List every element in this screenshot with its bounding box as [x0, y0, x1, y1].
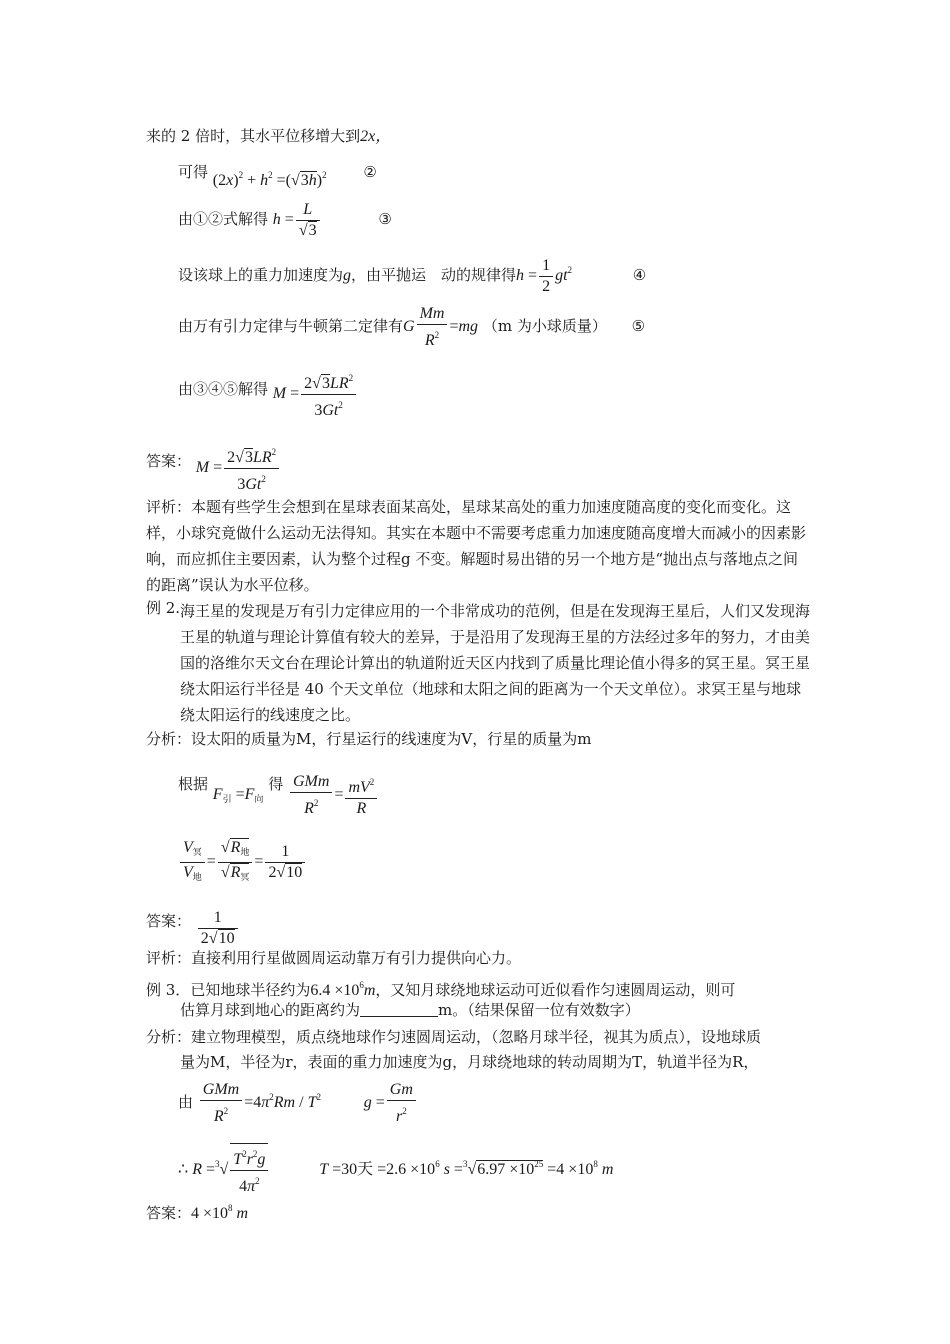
equation-line-6 [178, 364, 358, 417]
label: 得 [268, 775, 284, 794]
equation: $\frac{\text{GMm}}{R^2}$ $=4\pi^2Rm / T^2$ [198, 1094, 321, 1111]
text-line-content: 来的 2 倍时，其水平位移增大到 [146, 127, 361, 145]
equation: ∴ R =$^3$√ $\frac{T^2r^2g}{4\pi^2}$ [178, 1161, 270, 1178]
label: 可得 [178, 163, 209, 181]
equation-line-4: 设该球上的重力加速度为g，由平抛运 动的规律得h = $\frac{1}{2}$ $gt^2$ ④ [178, 257, 647, 295]
text: m。（结果保留一位有效数字） [438, 1001, 640, 1019]
text: 已知地球半径约为 [190, 981, 311, 999]
label: 设该球上的重力加速度为 [178, 266, 344, 285]
equation: T =30天 $=2.6 \times 10^6$ $s =^3√6.97 \times 10^{25} =4 \times 10^8$ m [319, 1158, 614, 1178]
equation-number: ④ [632, 266, 647, 285]
equation: G $\frac{Mm}{R^2}$ =mg [403, 305, 479, 349]
example-3-label: 例 3． [146, 981, 191, 999]
equation-orbit [178, 1080, 418, 1127]
label: 由万有引力定律与牛顿第二定律有 [178, 317, 404, 336]
equation-number: ⑤ [631, 317, 646, 336]
equation-ratio [178, 838, 307, 887]
equation-number: ② [363, 163, 377, 181]
example-3-cont [180, 1000, 640, 1020]
commentary-2: 评析：直接利用行星做圆周运动靠万有引力提供向心力。 [146, 949, 522, 967]
text: ，又知月球绕地球运动可近似看作匀速圆周运动，则可 [375, 981, 736, 999]
equation: h = $\frac{L}{√3}$ [273, 211, 322, 228]
answer-3 [146, 1198, 248, 1224]
equation: $F_引 =F_向$ [212, 786, 264, 805]
analysis-3-cont: 量为M，半径为r，表面的重力加速度为g，月球绕地球的转动周期为T，轨道半径为R， [180, 1053, 759, 1071]
answer-label: 答案： [146, 452, 192, 471]
equation: $4 \times 10^8$ m [191, 1203, 249, 1222]
text-line [146, 126, 391, 147]
equation: $\frac{\text{GMm}}{R^2}$ = $\frac{mV^2}{R}$ [288, 786, 379, 803]
label: 由③④⑤解得 [178, 380, 269, 399]
answer-2 [146, 902, 240, 947]
note: （m 为小球质量） [482, 317, 607, 336]
equation-line-2 [178, 157, 377, 189]
label: 由 [178, 1093, 194, 1112]
example-2-body: 海王星的发现是万有引力定律应用的一个非常成功的范例，但是在发现海王星后，人们又发现海王星的轨道与理论计算值有较大的差异，于是沿用了发现海王星的方法经过多年的努力，才由美国的洛维尔天文台在理论计算出的轨道附近天区内找到了质量比理论值小得多的冥王星。冥王星绕太阳运行半径是 40 个天文单位（地球和太阳之间的距离为一个天文单位）。求冥王星与地球绕太阳运行的线速度之比。 [180, 602, 811, 724]
equation: M = $\frac{2√3LR^2}{3Gt^2}$ [273, 385, 358, 402]
equation-result [178, 1143, 613, 1197]
example-3 [146, 975, 735, 1001]
equation: $\frac{1}{2√10}$ [196, 919, 240, 936]
analysis-2: 分析：设太阳的质量为M，行星运行的线速度为V，行星的质量为m [146, 730, 592, 748]
label: 根据 [178, 775, 209, 794]
equation: g = $\frac{Gm}{r^2}$ [364, 1094, 418, 1111]
equation: M = $\frac{2√3LR^2}{3Gt^2}$ [196, 459, 281, 476]
answer-1 [146, 436, 281, 493]
math-expr: $6.4 \times 10^6m$ [310, 980, 376, 999]
equation: h = $\frac{1}{2}$ $gt^2$ [516, 257, 573, 295]
equation-number: ③ [378, 210, 392, 229]
equation-line-3 [178, 200, 392, 241]
equation-force [178, 762, 379, 817]
label: 由①②式解得 [178, 210, 269, 229]
answer-blank[interactable] [360, 1002, 438, 1017]
answer-label: 答案： [146, 912, 192, 931]
answer-label: 答案： [146, 1204, 192, 1222]
text: 估算月球到地心的距离约为 [180, 1001, 361, 1019]
equation: $\frac{V_冥}{V_地}$ = $\frac{√R_地}{√R_冥}$ = $\frac{1}{2√10}$ [178, 853, 307, 870]
equation: $(2x)^2 + h^2 =(√3h)^2$ [212, 170, 327, 189]
commentary-1: 评析：本题有些学生会想到在星球表面某高处，星球某高处的重力加速度随高度的变化而变化。这样，小球究竟做什么运动无法得知。其实在本题中不需要考虑重力加速度随高度增大而减小的因素影响，而应抓住主要因素，认为整个过程g 不变。解题时易出错的另一个地方是“抛出点与落地点之间的距离”误认为水平位移。 [146, 498, 807, 594]
label: ，由平抛运 动的规律得 [351, 266, 517, 285]
equation-line-5 [178, 304, 645, 351]
analysis-3: 分析：建立物理模型，质点绕地球作匀速圆周运动，（忽略月球半径，视其为质点），设地球质 [146, 1028, 762, 1046]
math-expr: 2x， [360, 128, 392, 145]
example-2-label: 例 2. [146, 599, 181, 617]
